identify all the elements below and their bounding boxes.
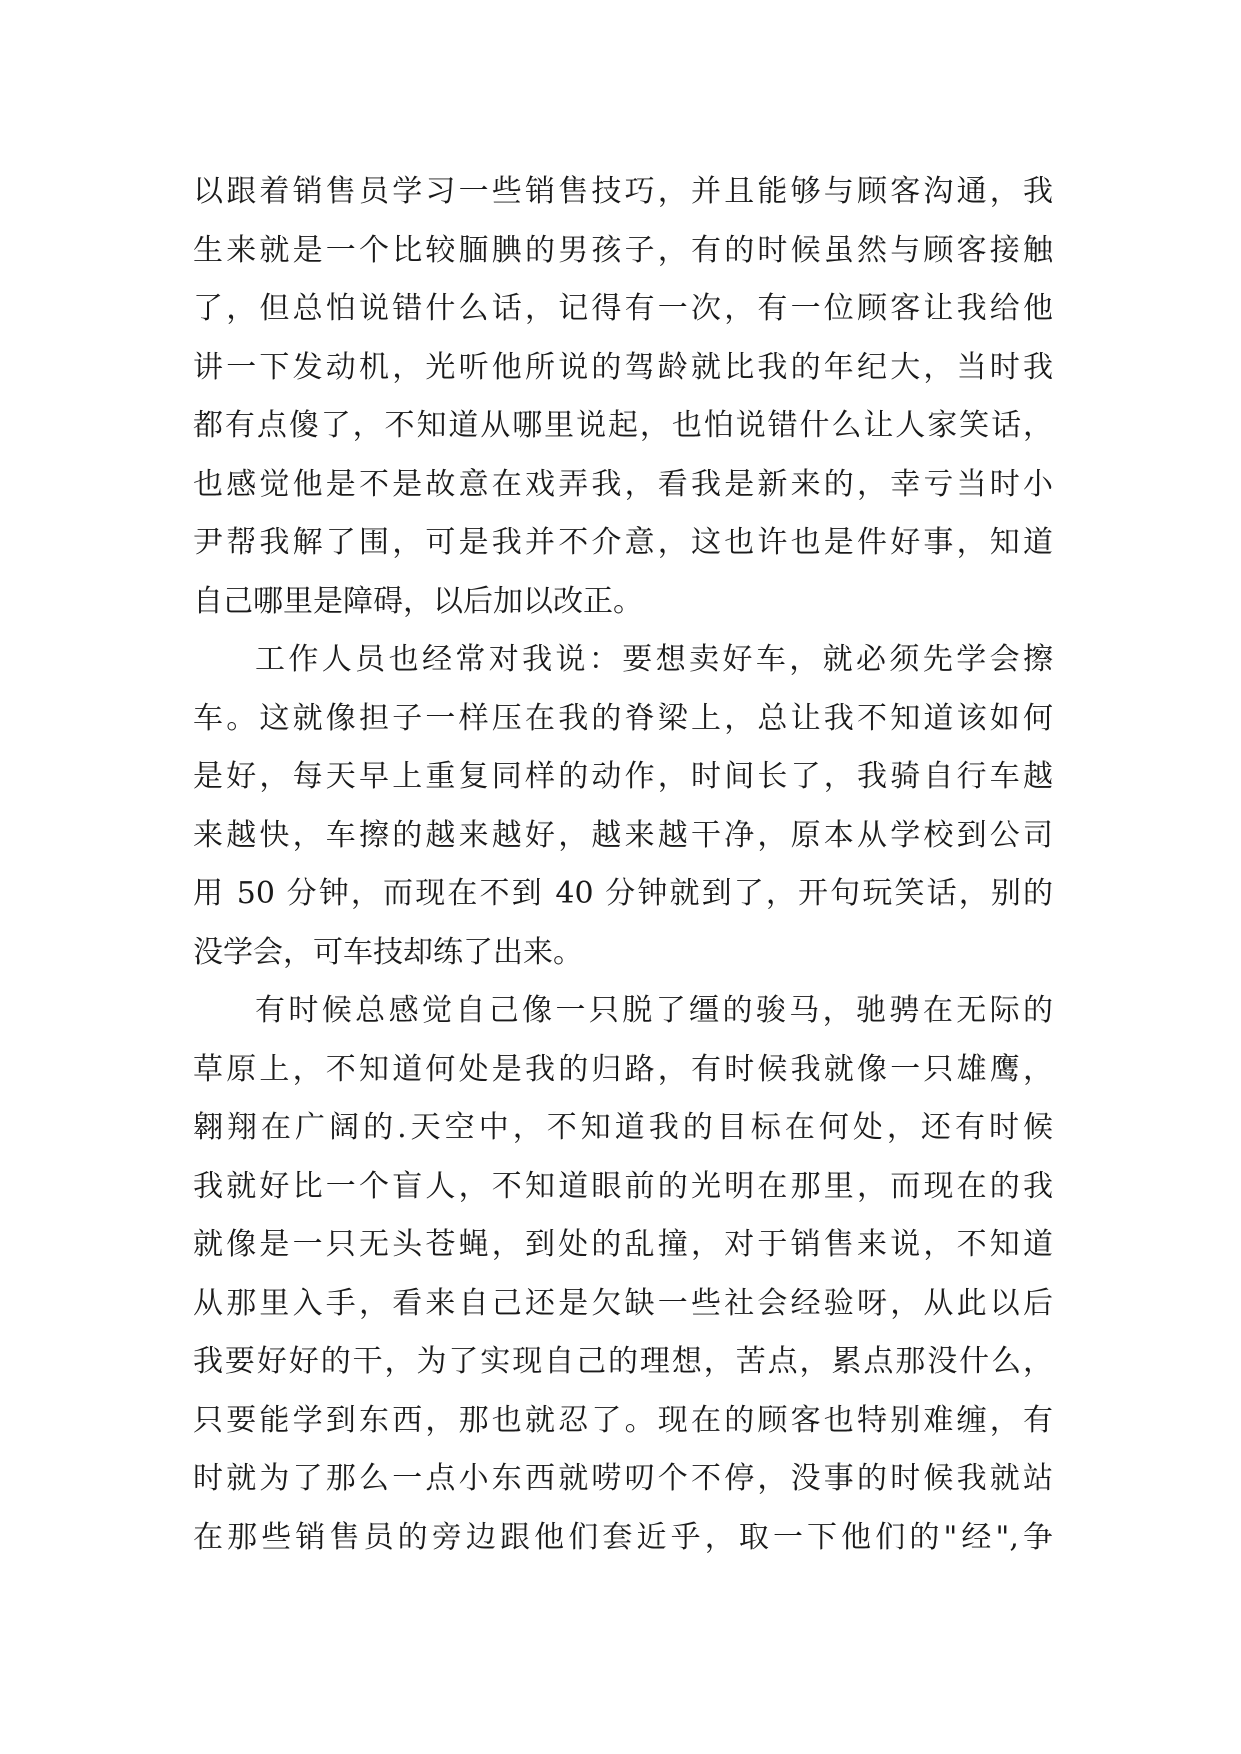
text-line: 车。这就像担子一样压在我的脊梁上，总让我不知道该如何 — [193, 700, 1053, 736]
text-line: 就像是一只无头苍蝇，到处的乱撞，对于销售来说，不知道 — [193, 1227, 1053, 1262]
text-line: 是好，每天早上重复同样的动作，时间长了，我骑自行车越 — [193, 759, 1053, 794]
text-line: 没学会，可车技却练了出来。 — [193, 934, 583, 970]
text-line: 都有点傻了，不知道从哪里说起，也怕说错什么让人家笑话， — [193, 408, 1053, 443]
paragraph-first-line: 工作人员也经常对我说：要想卖好车，就必须先学会擦 — [255, 642, 1053, 677]
text-line: 尹帮我解了围，可是我并不介意，这也许也是件好事，知道 — [193, 525, 1053, 560]
paragraph-first-line: 有时候总感觉自己像一只脱了缰的骏马，驰骋在无际的 — [255, 993, 1053, 1028]
text-line: 从那里入手，看来自己还是欠缺一些社会经验呀，从此以后 — [193, 1285, 1053, 1321]
text-line: 讲一下发动机，光听他所说的驾龄就比我的年纪大，当时我 — [193, 349, 1053, 385]
text-line: 生来就是一个比较腼腆的男孩子，有的时候虽然与顾客接触 — [193, 232, 1053, 268]
text-line: 自己哪里是障碍，以后加以改正。 — [193, 583, 643, 619]
text-line: 来越快，车擦的越来越好，越来越干净，原本从学校到公司 — [193, 817, 1053, 853]
text-line: 翱翔在广阔的.天空中，不知道我的目标在何处，还有时候 — [193, 1110, 1053, 1145]
text-line: 以跟着销售员学习一些销售技巧，并且能够与顾客沟通，我 — [193, 174, 1053, 209]
text-line: 只要能学到东西，那也就忍了。现在的顾客也特别难缠，有 — [193, 1402, 1053, 1438]
document-body — [193, 163, 1053, 1567]
text-line: 也感觉他是不是故意在戏弄我，看我是新来的，幸亏当时小 — [193, 466, 1053, 502]
text-line: 我就好比一个盲人，不知道眼前的光明在那里，而现在的我 — [193, 1168, 1053, 1204]
text-line: 草原上，不知道何处是我的归路，有时候我就像一只雄鹰， — [193, 1051, 1053, 1087]
text-line: 用 50 分钟，而现在不到 40 分钟就到了，开句玩笑话，别的 — [193, 876, 1053, 911]
text-line: 了，但总怕说错什么话，记得有一次，有一位顾客让我给他 — [193, 291, 1053, 326]
text-line: 在那些销售员的旁边跟他们套近乎，取一下他们的"经",争 — [193, 1519, 1053, 1555]
text-line: 时就为了那么一点小东西就唠叨个不停，没事的时候我就站 — [193, 1461, 1053, 1496]
text-line: 我要好好的干，为了实现自己的理想，苦点，累点那没什么， — [193, 1344, 1053, 1379]
